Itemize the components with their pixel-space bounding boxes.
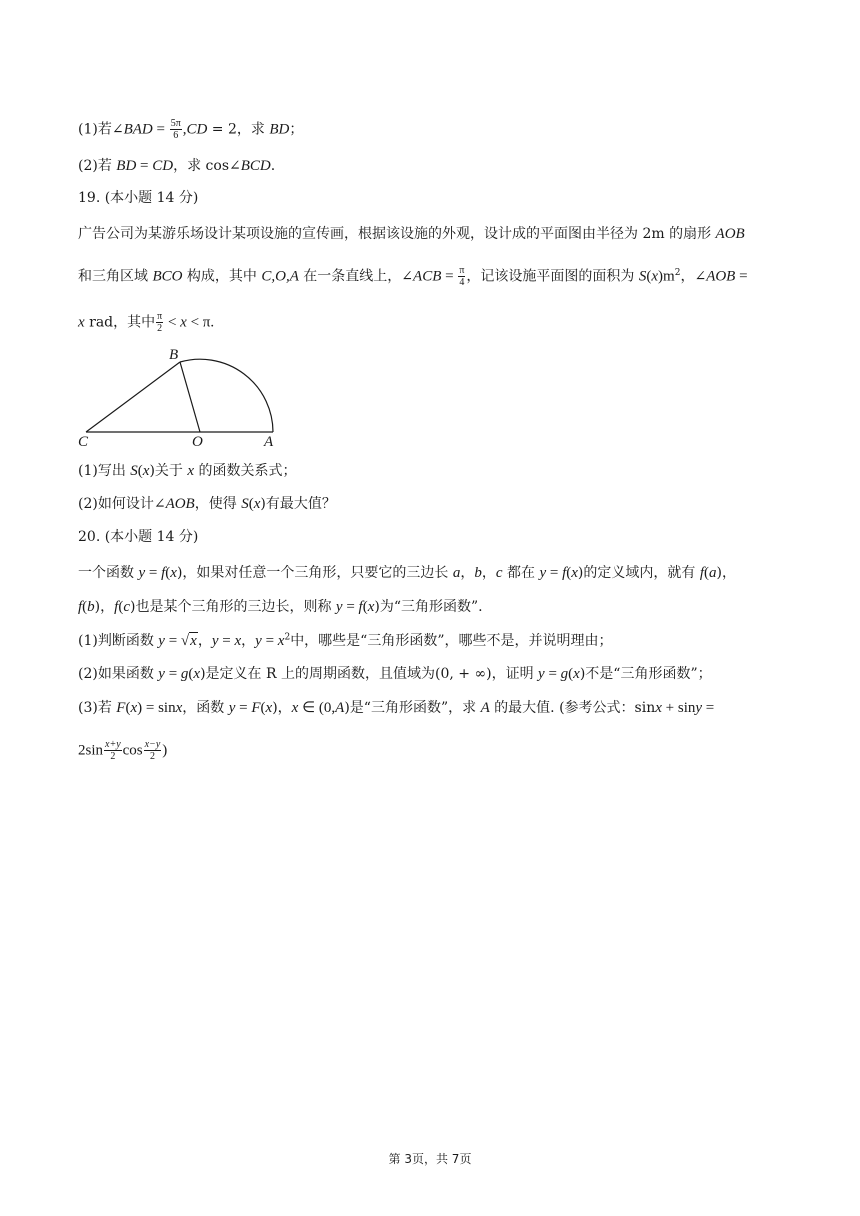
math-var: y bbox=[695, 700, 703, 716]
math-op: = bbox=[235, 700, 252, 716]
math-var: f bbox=[562, 565, 567, 581]
text: 构成，其中 bbox=[182, 268, 262, 285]
fraction-denominator: 4 bbox=[459, 277, 465, 288]
text: ， bbox=[197, 633, 212, 649]
math-op: ) bbox=[162, 742, 168, 759]
text: 的最大值. (参考公式：sin bbox=[489, 700, 656, 716]
math-var: CD bbox=[152, 158, 174, 174]
text: 的函数关系式； bbox=[194, 463, 297, 479]
math-op: )m bbox=[658, 268, 675, 285]
text: rad，其中 bbox=[84, 314, 156, 331]
math-var: y bbox=[158, 666, 165, 682]
segment-bo bbox=[180, 362, 200, 432]
q19-header bbox=[78, 189, 198, 207]
superscript: 2 bbox=[284, 632, 291, 643]
fraction-denominator: 2 bbox=[110, 751, 116, 762]
text: ； bbox=[289, 121, 304, 138]
text: ， bbox=[460, 565, 475, 581]
text: = 2，求 bbox=[207, 121, 270, 138]
math-op: = bbox=[735, 268, 748, 285]
math-op: ( bbox=[118, 599, 124, 615]
math-var: F bbox=[116, 700, 126, 716]
math-var: y bbox=[255, 633, 262, 649]
text: (2)如果函数 bbox=[78, 666, 159, 682]
math-var: x bbox=[175, 700, 183, 716]
math-op: = bbox=[441, 268, 458, 285]
math-op: = bbox=[218, 633, 235, 649]
math-op: ( bbox=[260, 700, 266, 716]
math-var: x bbox=[234, 633, 242, 649]
text: 在一条直线上，∠ bbox=[298, 268, 414, 285]
page-footer: 第 3页，共 7页 bbox=[388, 1152, 472, 1166]
q19-line3 bbox=[78, 311, 214, 334]
q19-line2 bbox=[78, 265, 748, 288]
label-c: C bbox=[78, 434, 89, 450]
text: )有最大值？ bbox=[260, 496, 336, 512]
math-fn: 2sin bbox=[78, 742, 104, 759]
question-header: 20. (本小题 14 分) bbox=[78, 529, 199, 545]
fraction-denominator: 2 bbox=[157, 323, 163, 334]
math-var: y bbox=[539, 565, 547, 581]
math-var: y bbox=[538, 666, 545, 682]
fraction-numerator: π bbox=[157, 311, 163, 322]
math-var: S bbox=[241, 496, 249, 512]
text: 中，哪些是“三角形函数”，哪些不是，并说明理由； bbox=[290, 633, 613, 649]
sector-triangle-figure bbox=[74, 340, 294, 450]
math-var: ACB bbox=[413, 268, 442, 285]
math-var: S bbox=[130, 463, 138, 479]
math-op: = bbox=[544, 666, 561, 682]
fraction bbox=[144, 739, 162, 762]
math-var: x bbox=[180, 314, 187, 331]
math-var: BD bbox=[116, 158, 137, 174]
math-var: y bbox=[335, 599, 343, 615]
math-var: b bbox=[87, 599, 95, 615]
math-var: x bbox=[253, 496, 261, 512]
math-op: ( bbox=[568, 666, 574, 682]
q20-formula bbox=[78, 739, 167, 762]
math-var: y bbox=[211, 633, 219, 649]
math-var: S bbox=[638, 268, 647, 285]
fraction bbox=[170, 118, 182, 141]
q20-header bbox=[78, 528, 198, 546]
q20-part3 bbox=[78, 699, 714, 717]
q18-part2 bbox=[78, 157, 275, 175]
text: . bbox=[270, 158, 276, 174]
math-op: = bbox=[702, 700, 715, 716]
math-var: x bbox=[170, 565, 177, 581]
fraction-numerator: 5π bbox=[170, 118, 181, 129]
math-op: = bbox=[546, 565, 563, 581]
fraction-denominator: 2 bbox=[149, 751, 155, 762]
text: ， bbox=[241, 633, 256, 649]
q20-part2 bbox=[78, 665, 712, 683]
math-op: ( bbox=[704, 565, 710, 581]
text: )， bbox=[94, 599, 115, 615]
math-op: ( bbox=[362, 599, 368, 615]
math-var: x bbox=[573, 666, 580, 682]
q19-part2 bbox=[78, 495, 336, 513]
text: 都在 bbox=[502, 565, 540, 581]
math-var: x bbox=[142, 463, 150, 479]
math-op: ( bbox=[566, 565, 572, 581]
math-var: AOB bbox=[706, 268, 736, 285]
q19-part1 bbox=[78, 462, 297, 480]
fraction-numerator: x+y bbox=[105, 739, 121, 750]
math-var: b bbox=[474, 565, 482, 581]
text: ，求 cos∠ bbox=[173, 158, 241, 174]
math-var: x bbox=[277, 633, 285, 649]
text: (1)写出 bbox=[78, 463, 131, 479]
math-op: = bbox=[164, 666, 181, 682]
superscript: 2 bbox=[674, 267, 681, 278]
q19-line1 bbox=[78, 225, 745, 243]
label-a: A bbox=[264, 434, 274, 450]
math-var: A bbox=[335, 700, 345, 716]
math-op: = bbox=[261, 633, 278, 649]
text: )， bbox=[716, 565, 736, 581]
text: ，使得 bbox=[194, 496, 242, 512]
math-var: x bbox=[265, 700, 273, 716]
radicand: x bbox=[190, 633, 197, 649]
math-op: = bbox=[342, 599, 359, 615]
q18-part1 bbox=[78, 118, 303, 141]
math-var: y bbox=[228, 700, 236, 716]
arc-ab bbox=[180, 359, 273, 432]
math-var: g bbox=[560, 666, 569, 682]
math-var: y bbox=[158, 633, 165, 649]
label-o: O bbox=[192, 434, 203, 450]
text: (3)若 bbox=[78, 700, 117, 716]
math-var: BD bbox=[269, 121, 290, 138]
math-var: x bbox=[193, 666, 201, 682]
text: (2)如何设计∠ bbox=[78, 496, 166, 512]
math-var: y bbox=[138, 565, 146, 581]
fraction bbox=[156, 311, 163, 334]
text: )是定义在 R 上的周期函数，且值域为(0, + ∞)，证明 bbox=[200, 666, 539, 682]
math-var: BAD bbox=[123, 121, 153, 138]
math-var: f bbox=[114, 599, 119, 615]
math-var: x bbox=[78, 314, 85, 331]
math-var: F bbox=[251, 700, 261, 716]
math-var: A bbox=[480, 700, 490, 716]
math-op: ) = sin bbox=[137, 700, 176, 716]
text: (2)若 bbox=[78, 158, 117, 174]
text: , bbox=[182, 121, 187, 138]
q20-part1 bbox=[78, 632, 613, 650]
math-var: x bbox=[187, 463, 195, 479]
text: )为“三角形函数”. bbox=[374, 599, 483, 615]
math-op: ( bbox=[125, 700, 131, 716]
fraction bbox=[458, 265, 465, 288]
text: )关于 bbox=[149, 463, 188, 479]
math-var: x bbox=[291, 700, 299, 716]
q20-line1 bbox=[78, 564, 736, 582]
math-op: ( bbox=[646, 268, 652, 285]
text: (1)若∠ bbox=[78, 121, 124, 138]
text: )，如果对任意一个三角形，只要它的三边长 bbox=[176, 565, 453, 581]
math-var: AOB bbox=[165, 496, 195, 512]
math-var: a bbox=[452, 565, 461, 581]
text: 一个函数 bbox=[78, 565, 139, 581]
text: ， bbox=[481, 565, 496, 581]
math-op: < bbox=[164, 314, 181, 331]
text: ，函数 bbox=[182, 700, 229, 716]
text: 广告公司为某游乐场设计某项设施的宣传画，根据该设施的外观，设计成的平面图由半径为 2m 的扇形 bbox=[78, 226, 716, 242]
math-op: ( bbox=[82, 599, 88, 615]
fraction-denominator: 6 bbox=[173, 130, 179, 141]
math-op: = bbox=[136, 158, 153, 174]
text: 和三角区域 bbox=[78, 268, 153, 285]
math-op: ( bbox=[248, 496, 254, 512]
math-fn: cos bbox=[122, 742, 143, 759]
question-header: 19. (本小题 14 分) bbox=[78, 190, 199, 206]
math-op: = bbox=[145, 565, 162, 581]
math-var: BCO bbox=[152, 268, 183, 285]
sqrt-expression: √x bbox=[180, 633, 197, 649]
math-var: f bbox=[358, 599, 363, 615]
math-var: AOB bbox=[715, 226, 745, 242]
math-var: x bbox=[655, 700, 662, 716]
math-var: c bbox=[123, 599, 130, 615]
math-op: + sin bbox=[661, 700, 696, 716]
math-op: ( bbox=[165, 565, 171, 581]
label-b: B bbox=[169, 347, 179, 363]
fraction-numerator: x−y bbox=[144, 739, 161, 750]
math-op: < π. bbox=[186, 314, 215, 331]
math-op: ∈ (0, bbox=[298, 700, 336, 716]
math-op: ( bbox=[188, 666, 194, 682]
math-op: ( bbox=[137, 463, 143, 479]
math-var: c bbox=[495, 565, 503, 581]
segment-cb bbox=[86, 362, 180, 432]
math-op: = bbox=[164, 633, 181, 649]
text: )是“三角形函数”，求 bbox=[344, 700, 481, 716]
math-var: f bbox=[78, 599, 83, 615]
math-var: x bbox=[130, 700, 138, 716]
fraction bbox=[104, 739, 122, 762]
math-op: = bbox=[152, 121, 169, 138]
math-var: CD bbox=[186, 121, 208, 138]
math-var: f bbox=[161, 565, 166, 581]
text: )不是“三角形函数”； bbox=[579, 666, 712, 682]
math-var: g bbox=[180, 666, 189, 682]
text: ，∠ bbox=[680, 268, 707, 285]
text: ，记该设施平面图的面积为 bbox=[466, 268, 639, 285]
text: (1)判断函数 bbox=[78, 633, 159, 649]
math-var: BCD bbox=[240, 158, 271, 174]
math-var: x bbox=[367, 599, 375, 615]
text: )， bbox=[272, 700, 292, 716]
math-var: C,O,A bbox=[261, 268, 299, 285]
math-var: f bbox=[699, 565, 705, 581]
math-var: x bbox=[571, 565, 578, 581]
text: )的定义域内，就有 bbox=[577, 565, 700, 581]
q20-line2 bbox=[78, 598, 483, 616]
fraction-numerator: π bbox=[459, 265, 465, 276]
math-var: a bbox=[709, 565, 717, 581]
math-var: x bbox=[651, 268, 659, 285]
text: )也是某个三角形的三边长，则称 bbox=[129, 599, 336, 615]
